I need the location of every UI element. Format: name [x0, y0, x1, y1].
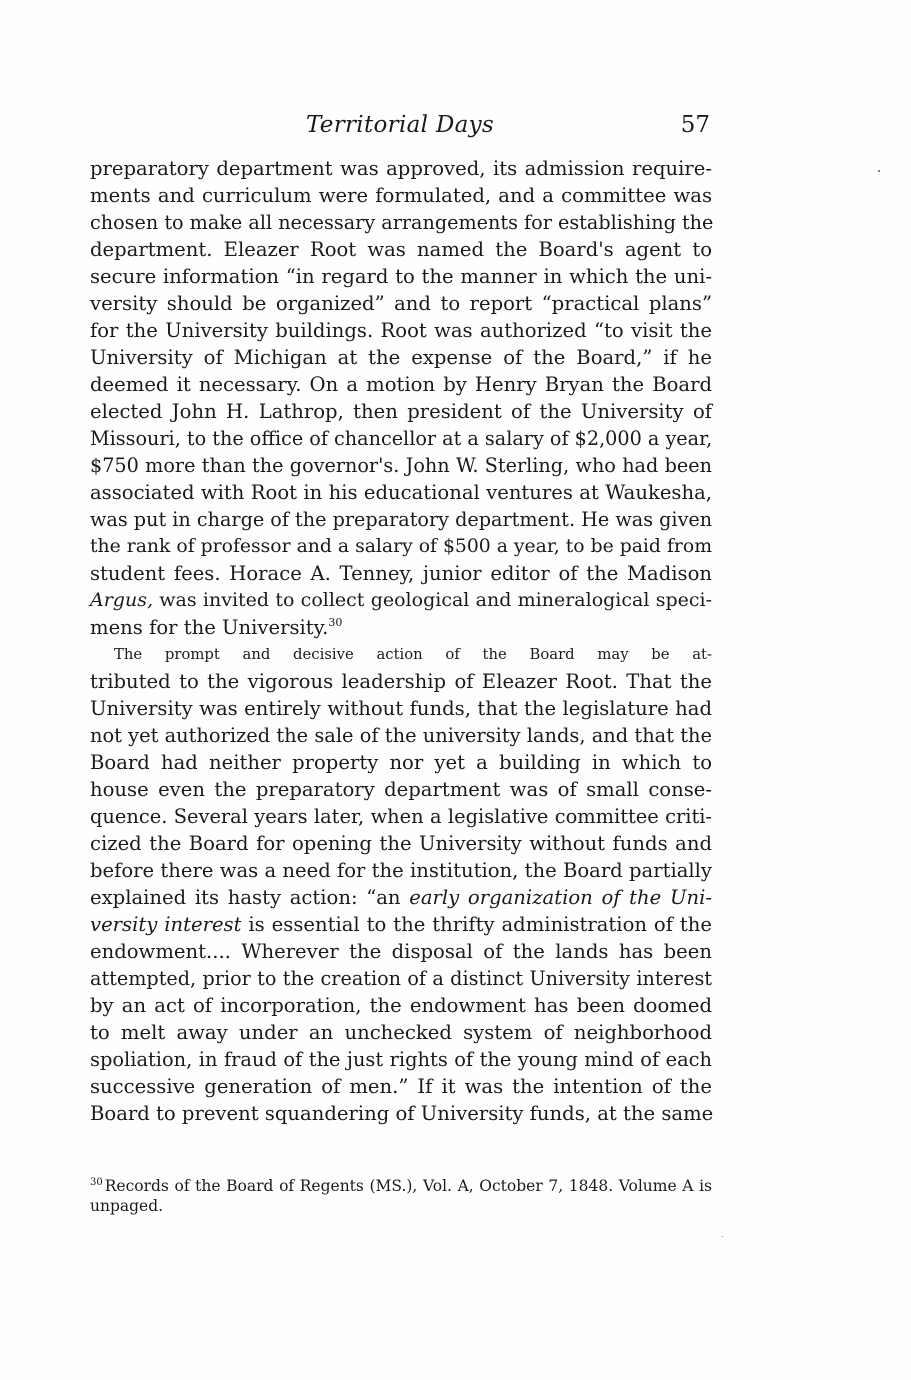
text-line: to melt away under an unchecked system of neighborhood: [90, 1021, 712, 1044]
text-line: endowment.... Wherever the disposal of the lands has been: [90, 940, 712, 963]
paper-speck: [878, 170, 880, 172]
page-number: 57: [680, 112, 710, 138]
text-line: associated with Root in his educational ventures at Waukesha,: [90, 481, 712, 504]
body-text: [90, 155, 712, 1127]
paper-speck: [722, 1236, 723, 1237]
text-line: spoliation, in fraud of the just rights of the young mind of each: [90, 1048, 712, 1071]
text-line: successive generation of men.” If it was the intention of the: [90, 1075, 712, 1098]
text-fragment: explained its hasty action: “an: [90, 886, 410, 909]
page-header: [90, 112, 710, 152]
text-line: University of Michigan at the expense of the Board,” if he: [90, 346, 712, 369]
text-fragment: is essential to the thrifty administration of the: [241, 913, 712, 936]
footnote-marker: 30: [90, 1177, 103, 1188]
text-line: preparatory department was approved, its admission require-: [90, 157, 712, 180]
footnote-text: Records of the Board of Regents (MS.), Vol. A, October 7, 1848. Volume A is unpaged.: [90, 1177, 712, 1215]
text-line: $750 more than the governor's. John W. Sterling, who had been: [90, 454, 712, 477]
text-line: by an act of incorporation, the endowment has been doomed: [90, 994, 712, 1017]
text-line: The prompt and decisive action of the Board may be at-: [114, 646, 712, 663]
text-line: not yet authorized the sale of the university lands, and that the: [90, 724, 712, 747]
text-line: deemed it necessary. On a motion by Henry Bryan the Board: [90, 373, 712, 396]
text-line: [90, 614, 712, 641]
text-fragment: mens for the University.: [90, 616, 329, 639]
text-line: chosen to make all necessary arrangements for establishing the: [90, 211, 714, 234]
italic-quote: early organization of the Uni-: [409, 886, 712, 909]
text-line: Board had neither property nor yet a building in which to: [90, 751, 712, 774]
text-line: before there was a need for the institution, the Board partially: [90, 859, 712, 882]
italic-newspaper-name: Argus,: [90, 589, 153, 611]
text-line: for the University buildings. Root was authorized “to visit the: [90, 319, 712, 342]
text-line: cized the Board for opening the University without funds and: [90, 832, 712, 855]
text-line: [90, 911, 712, 938]
text-line: Board to prevent squandering of University funds, at the same: [90, 1102, 714, 1125]
text-line: was put in charge of the preparatory department. He was given: [90, 508, 713, 531]
text-line: secure information “in regard to the manner in which the uni-: [90, 265, 712, 288]
text-line: University was entirely without funds, that the legislature had: [90, 697, 712, 720]
text-line: quence. Several years later, when a legislative committee criti-: [90, 805, 712, 828]
paragraph-1: [90, 155, 712, 641]
paragraph-2: [90, 641, 712, 1127]
text-fragment: was invited to collect geological and mineralogical speci-: [153, 589, 712, 611]
text-line: [90, 587, 712, 614]
text-line: versity should be organized” and to report “practical plans”: [90, 292, 712, 315]
footnote-reference: 30: [328, 616, 343, 629]
italic-quote: versity interest: [90, 913, 242, 936]
text-line: [90, 884, 712, 911]
running-title: Territorial Days: [305, 112, 495, 138]
footnote: [90, 1176, 712, 1216]
text-line: ments and curriculum were formulated, and a committee was: [90, 184, 712, 207]
text-line: Missouri, to the office of chancellor at a salary of $2,000 a year,: [90, 427, 713, 450]
text-line: elected John H. Lathrop, then president of the University of: [90, 400, 712, 423]
text-line: tributed to the vigorous leadership of Eleazer Root. That the: [90, 670, 712, 693]
text-line: student fees. Horace A. Tenney, junior editor of the Madison: [90, 562, 712, 585]
text-line: department. Eleazer Root was named the Board's agent to: [90, 238, 712, 261]
text-line: the rank of professor and a salary of $500 a year, to be paid from: [90, 536, 712, 557]
text-line: attempted, prior to the creation of a distinct University interest: [90, 967, 712, 990]
text-line: house even the preparatory department was of small conse-: [90, 778, 712, 801]
